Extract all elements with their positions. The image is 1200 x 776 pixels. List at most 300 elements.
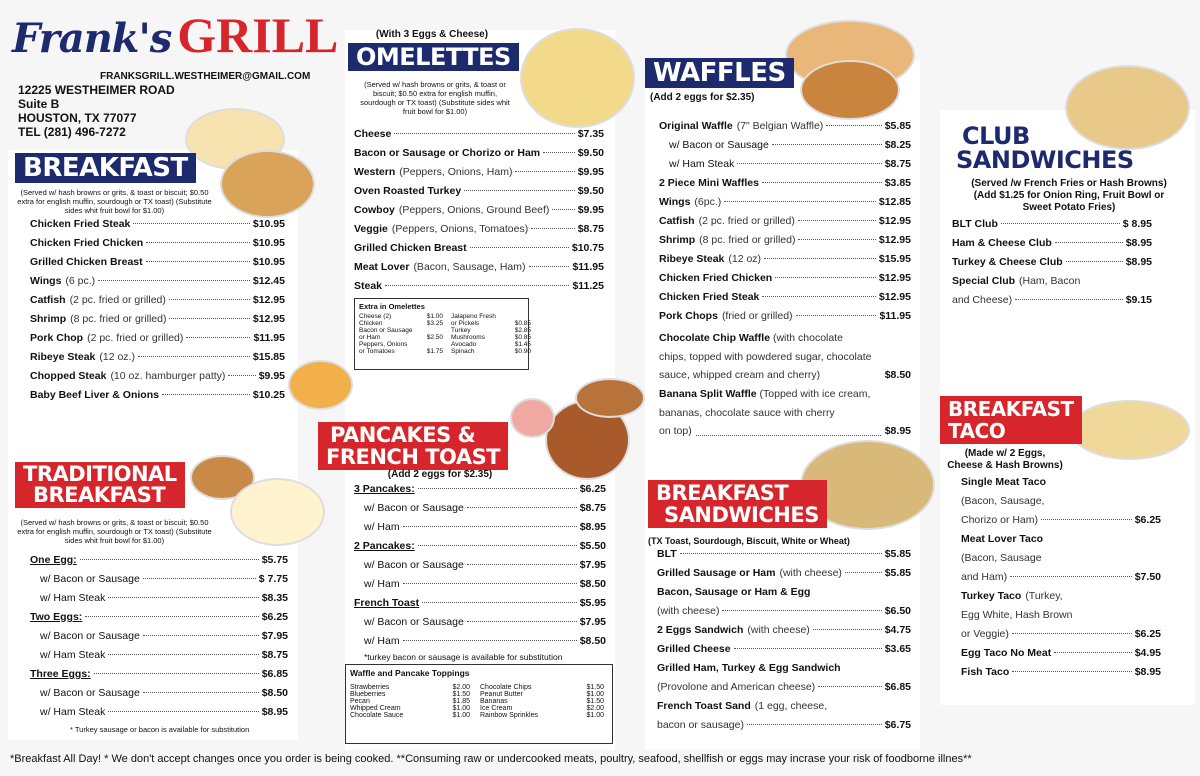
item-name: Special Club bbox=[952, 275, 1016, 287]
item-name: Catfish bbox=[659, 215, 695, 227]
item-price: $6.50 bbox=[884, 605, 911, 617]
dot-leader bbox=[737, 163, 881, 164]
item-desc: (12 oz.) bbox=[99, 351, 135, 363]
item-desc: (Peppers, Onions, Ham) bbox=[399, 166, 513, 178]
taco-title-2: TACO bbox=[948, 419, 1006, 443]
banana-desc: (Topped with ice cream, bbox=[759, 388, 871, 400]
dot-leader bbox=[385, 285, 569, 286]
item-desc: (2 pc. fried or grilled) bbox=[87, 332, 184, 344]
menu-row bbox=[657, 700, 911, 719]
item-name: Wings bbox=[30, 275, 62, 287]
dot-leader bbox=[186, 337, 250, 338]
menu-row bbox=[657, 586, 911, 605]
menu-row bbox=[30, 256, 285, 275]
item-desc: (Provolone and American cheese) bbox=[657, 681, 816, 693]
menu-row bbox=[30, 332, 285, 351]
item-price: $12.95 bbox=[252, 294, 285, 306]
menu-row bbox=[30, 313, 285, 332]
extra-name: Bananas bbox=[480, 698, 508, 705]
chocolate-chip-waffle bbox=[659, 329, 911, 385]
menu-row bbox=[961, 514, 1161, 533]
item-price: $10.95 bbox=[252, 237, 285, 249]
item-desc: (fried or grilled) bbox=[721, 310, 793, 322]
club-title-1: CLUB bbox=[962, 122, 1030, 150]
item-price: $5.75 bbox=[261, 554, 288, 566]
dot-leader bbox=[394, 133, 574, 134]
menu-row bbox=[657, 548, 911, 567]
menu-row bbox=[657, 643, 911, 662]
dot-leader bbox=[775, 277, 876, 278]
extra-name: Blueberries bbox=[350, 691, 386, 698]
item-name: Fish Taco bbox=[961, 666, 1010, 678]
menu-row bbox=[354, 166, 604, 185]
item-name: Turkey & Cheese Club bbox=[952, 256, 1063, 268]
omelette-extras-title: Extra in Omelettes bbox=[359, 302, 425, 311]
banana-desc-line: bananas, chocolate sauce with cherry bbox=[659, 406, 835, 419]
dot-leader bbox=[762, 296, 876, 297]
item-desc: (Bacon, Sausage bbox=[961, 552, 1042, 564]
menu-row bbox=[354, 242, 604, 261]
dot-leader bbox=[133, 223, 250, 224]
extra-name: Mushrooms bbox=[451, 334, 485, 341]
banana-name: Banana Split Waffle bbox=[659, 388, 757, 400]
dot-leader bbox=[826, 125, 881, 126]
bsandwich-title-2: SANDWICHES bbox=[664, 503, 819, 527]
breakfast-note: (Served w/ hash browns or grits, & toast or biscuit; $0.50 extra for english muffin, sourdough or TX toast) (Substitute sides whit fruit bowl for $1.00) bbox=[17, 188, 212, 215]
menu-row bbox=[30, 611, 288, 630]
pancakes-title-2: FRENCH TOAST bbox=[326, 445, 501, 469]
banana-split-waffle bbox=[659, 385, 911, 441]
item-price: $ 8.95 bbox=[1122, 218, 1152, 230]
dot-leader bbox=[762, 182, 882, 183]
logo-franks: Frank's bbox=[12, 15, 172, 62]
item-name: Ribeye Steak bbox=[30, 351, 96, 363]
item-price: $6.75 bbox=[884, 719, 911, 731]
item-name: Egg Taco No Meat bbox=[961, 647, 1052, 659]
item-desc: (Peppers, Onions, Ground Beef) bbox=[398, 204, 550, 216]
taco-list bbox=[961, 476, 1161, 685]
omelettes-pre-title: (With 3 Eggs & Cheese) bbox=[375, 29, 489, 40]
item-name: Ham & Cheese Club bbox=[952, 237, 1052, 249]
menu-row bbox=[659, 120, 911, 139]
item-price: $5.85 bbox=[884, 120, 911, 132]
item-name: w/ Bacon or Sausage bbox=[364, 502, 464, 514]
dot-leader bbox=[680, 553, 882, 554]
menu-row bbox=[354, 483, 606, 502]
ham-image bbox=[510, 398, 555, 438]
item-price: $3.65 bbox=[884, 643, 911, 655]
extra-price: $1.75 bbox=[426, 348, 443, 355]
item-name: Wings bbox=[659, 196, 691, 208]
item-desc: (12 oz) bbox=[728, 253, 762, 265]
eggs-bacon-image bbox=[230, 478, 325, 546]
dot-leader bbox=[108, 597, 258, 598]
item-desc: (Peppers, Onions, Tomatoes) bbox=[391, 223, 529, 235]
choc-desc-line: chips, topped with powdered sugar, chocolate bbox=[659, 350, 872, 363]
item-price: $ 7.75 bbox=[258, 573, 288, 585]
menu-row bbox=[952, 218, 1152, 237]
extra-name: Chicken bbox=[359, 320, 383, 327]
menu-row bbox=[961, 609, 1161, 628]
item-price: $10.95 bbox=[252, 218, 285, 230]
item-name: w/ Bacon or Sausage bbox=[40, 687, 140, 699]
item-name: Chicken Fried Chicken bbox=[30, 237, 144, 249]
dot-leader bbox=[143, 578, 256, 579]
item-price: $8.75 bbox=[577, 223, 604, 235]
item-name: French Toast bbox=[354, 597, 420, 609]
extra-price: $1.00 bbox=[426, 313, 443, 320]
breakfast-title: BREAKFAST bbox=[15, 153, 196, 183]
omelette-image bbox=[520, 28, 635, 128]
choc-line-3 bbox=[659, 366, 911, 385]
dot-leader bbox=[403, 583, 577, 584]
menu-row bbox=[659, 158, 911, 177]
dot-leader bbox=[403, 526, 577, 527]
item-price: $8.95 bbox=[261, 706, 288, 718]
item-name: One Egg: bbox=[30, 554, 77, 566]
extra-name: Whipped Cream bbox=[350, 705, 401, 712]
menu-row bbox=[961, 552, 1161, 571]
menu-row bbox=[30, 351, 285, 370]
extra-name: Jalapeno Fresh bbox=[451, 313, 496, 320]
menu-row bbox=[354, 616, 606, 635]
item-name: Meat Lover bbox=[354, 261, 410, 273]
menu-row bbox=[30, 668, 288, 687]
address bbox=[18, 83, 175, 139]
item-desc: (Bacon, Sausage, Ham) bbox=[413, 261, 526, 273]
item-price: $12.95 bbox=[878, 272, 911, 284]
menu-row bbox=[961, 476, 1161, 495]
item-name: 2 Eggs Sandwich bbox=[657, 624, 744, 636]
item-desc: (1 egg, cheese, bbox=[754, 700, 828, 712]
traditional-title-2: BREAKFAST bbox=[33, 483, 166, 507]
item-name: Catfish bbox=[30, 294, 66, 306]
extra-name: Peanut Butter bbox=[480, 691, 523, 698]
item-price: $12.95 bbox=[878, 291, 911, 303]
dot-leader bbox=[798, 220, 876, 221]
pancakes-footnote: *turkey bacon or sausage is available for substitution bbox=[364, 652, 563, 662]
item-name: Single Meat Taco bbox=[961, 476, 1046, 488]
item-name: Turkey Taco bbox=[961, 590, 1022, 602]
banana-price: $8.95 bbox=[884, 425, 911, 437]
item-price: $6.85 bbox=[261, 668, 288, 680]
bsandwich-sub: (TX Toast, Sourdough, Biscuit, White or Wheat) bbox=[648, 536, 850, 546]
item-price: $8.75 bbox=[579, 502, 606, 514]
dot-leader bbox=[764, 258, 876, 259]
menu-row bbox=[354, 559, 606, 578]
item-name: 3 Pancakes: bbox=[354, 483, 415, 495]
extra-price: $0.90 bbox=[514, 348, 531, 355]
item-name: BLT bbox=[657, 548, 677, 560]
item-price: $5.50 bbox=[579, 540, 606, 552]
menu-row bbox=[659, 177, 911, 196]
item-name: Ribeye Steak bbox=[659, 253, 725, 265]
dot-leader bbox=[169, 318, 249, 319]
item-name: w/ Bacon or Sausage bbox=[669, 139, 769, 151]
menu-row bbox=[354, 502, 606, 521]
traditional-title-1: TRADITIONAL bbox=[23, 462, 177, 486]
dot-leader bbox=[418, 545, 577, 546]
item-name: w/ Ham Steak bbox=[40, 592, 106, 604]
item-name: w/ Ham bbox=[364, 521, 400, 533]
banana-desc: on top) bbox=[659, 425, 692, 437]
item-price: $8.95 bbox=[579, 521, 606, 533]
item-price: $12.95 bbox=[878, 234, 911, 246]
extra-name: Chocolate Chips bbox=[480, 684, 532, 691]
omelette-extras-box bbox=[354, 298, 529, 370]
menu-row bbox=[30, 237, 285, 256]
menu-row bbox=[354, 204, 604, 223]
menu-row bbox=[952, 256, 1152, 275]
dot-leader bbox=[470, 247, 569, 248]
dot-leader bbox=[169, 299, 250, 300]
extra-price: $2.85 bbox=[514, 327, 531, 334]
item-name: Original Waffle bbox=[659, 120, 733, 132]
dot-leader bbox=[98, 280, 250, 281]
menu-row bbox=[354, 597, 606, 616]
menu-row bbox=[659, 272, 911, 291]
dot-leader bbox=[1012, 633, 1132, 634]
item-name: Shrimp bbox=[30, 313, 67, 325]
item-price: $6.25 bbox=[1134, 514, 1161, 526]
dot-leader bbox=[1066, 261, 1123, 262]
traditional-title bbox=[15, 462, 185, 508]
taco-sub-1: (Made w/ 2 Eggs, bbox=[964, 448, 1046, 459]
breakfast-list bbox=[30, 218, 285, 408]
dot-leader bbox=[143, 635, 259, 636]
choc-line-1 bbox=[659, 329, 911, 348]
toppings-title: Waffle and Pancake Toppings bbox=[350, 668, 470, 678]
menu-row bbox=[657, 605, 911, 624]
item-price: $8.75 bbox=[261, 649, 288, 661]
extra-price: $2.00 bbox=[452, 684, 470, 691]
extra-price bbox=[423, 327, 443, 334]
menu-row bbox=[657, 719, 911, 738]
menu-row bbox=[659, 291, 911, 310]
dot-leader bbox=[80, 559, 259, 560]
item-name: 2 Piece Mini Waffles bbox=[659, 177, 759, 189]
item-name: Grilled Sausage or Ham bbox=[657, 567, 776, 579]
item-price: $7.35 bbox=[577, 128, 604, 140]
waffles-sub: (Add 2 eggs for $2.35) bbox=[650, 92, 755, 103]
menu-row bbox=[30, 370, 285, 389]
menu-row bbox=[354, 147, 604, 166]
dot-leader bbox=[724, 201, 876, 202]
menu-row bbox=[961, 533, 1161, 552]
club-sub bbox=[940, 178, 1198, 214]
menu-row bbox=[354, 128, 604, 147]
taco-title-1: BREAKFAST bbox=[948, 397, 1074, 421]
club-title bbox=[948, 122, 1142, 174]
bsandwich-list bbox=[657, 548, 911, 738]
menu-row bbox=[961, 571, 1161, 590]
item-name: Veggie bbox=[354, 223, 388, 235]
extra-price: $1.00 bbox=[586, 691, 604, 698]
extra-price: $1.85 bbox=[452, 698, 470, 705]
item-desc: (with cheese) bbox=[747, 624, 810, 636]
item-desc: and Ham) bbox=[961, 571, 1008, 583]
item-desc: (Turkey, bbox=[1025, 590, 1063, 602]
dot-leader bbox=[747, 724, 882, 725]
dot-leader bbox=[1001, 223, 1120, 224]
item-price: $10.75 bbox=[571, 242, 604, 254]
menu-row bbox=[354, 223, 604, 242]
item-name: w/ Bacon or Sausage bbox=[364, 616, 464, 628]
menu-row bbox=[354, 185, 604, 204]
dot-leader bbox=[1041, 519, 1132, 520]
item-price: $12.45 bbox=[252, 275, 285, 287]
menu-row bbox=[30, 275, 285, 294]
banana-line-1 bbox=[659, 385, 911, 404]
dot-leader bbox=[108, 711, 258, 712]
pancakes-sub: (Add 2 eggs for $2.35) bbox=[387, 469, 493, 480]
traditional-note: (Served w/ hash browns or grits, & toast or biscuit; $0.50 extra for english muffin, sourdough or TX toast) (Substitute sides whit fruit bowl for $1.00) bbox=[17, 518, 212, 545]
item-name: w/ Ham Steak bbox=[669, 158, 735, 170]
taco-image bbox=[1070, 400, 1190, 460]
menu-row bbox=[659, 196, 911, 215]
dot-leader bbox=[818, 686, 882, 687]
item-price: $7.50 bbox=[1134, 571, 1161, 583]
item-price: $9.50 bbox=[577, 185, 604, 197]
menu-row bbox=[30, 294, 285, 313]
extras-left bbox=[359, 313, 443, 355]
menu-row bbox=[354, 578, 606, 597]
dot-leader bbox=[1055, 242, 1123, 243]
dot-leader bbox=[772, 144, 882, 145]
item-name: w/ Bacon or Sausage bbox=[40, 630, 140, 642]
dot-leader bbox=[146, 242, 250, 243]
dot-leader bbox=[1010, 576, 1132, 577]
item-desc: and Cheese) bbox=[952, 294, 1013, 306]
dot-leader bbox=[467, 507, 577, 508]
extra-price: $1.00 bbox=[452, 712, 470, 719]
menu-row bbox=[952, 294, 1152, 313]
dot-leader bbox=[85, 616, 258, 617]
item-desc: (7" Belgian Waffle) bbox=[736, 120, 824, 132]
item-desc: (with cheese) bbox=[779, 567, 842, 579]
extra-name: Cheese (2) bbox=[359, 313, 392, 320]
club-sub-2: (Add $1.25 for Onion Ring, Fruit Bowl or bbox=[973, 190, 1165, 201]
item-name: w/ Ham bbox=[364, 635, 400, 647]
menu-row bbox=[659, 234, 911, 253]
dot-leader bbox=[543, 152, 575, 153]
item-desc: (10 oz. hamburger patty) bbox=[110, 370, 226, 382]
item-price: $15.85 bbox=[252, 351, 285, 363]
dot-leader bbox=[845, 572, 882, 573]
extra-price: $1.00 bbox=[452, 705, 470, 712]
menu-row bbox=[30, 389, 285, 408]
dot-leader bbox=[418, 488, 577, 489]
item-desc: bacon or sausage) bbox=[657, 719, 744, 731]
item-price: $6.25 bbox=[261, 611, 288, 623]
item-name: Cheese bbox=[354, 128, 392, 140]
item-price: $6.25 bbox=[1134, 628, 1161, 640]
logo-grill: GRILL bbox=[177, 7, 339, 63]
item-desc: (Bacon, Sausage, bbox=[961, 495, 1045, 507]
dot-leader bbox=[1015, 299, 1123, 300]
menu-row bbox=[657, 567, 911, 586]
dot-leader bbox=[228, 375, 255, 376]
extra-price bbox=[423, 341, 443, 348]
french-toast-image bbox=[575, 378, 645, 418]
item-name: Chicken Fried Steak bbox=[659, 291, 760, 303]
item-name: Chopped Steak bbox=[30, 370, 107, 382]
extra-name: Bacon or Sausage bbox=[359, 327, 413, 334]
menu-row bbox=[354, 280, 604, 299]
item-name: BLT Club bbox=[952, 218, 998, 230]
item-desc: Chorizo or Ham) bbox=[961, 514, 1039, 526]
extra-price: $0.85 bbox=[514, 320, 531, 327]
club-sub-1: (Served /w French Fries or Hash Browns) bbox=[971, 178, 1167, 189]
extra-price: $1.00 bbox=[586, 712, 604, 719]
item-name: Grilled Ham, Turkey & Egg Sandwich bbox=[657, 662, 841, 674]
fried-chicken-image bbox=[800, 60, 900, 120]
choc-desc: sauce, whipped cream and cherry) bbox=[659, 369, 821, 381]
item-price: $6.25 bbox=[579, 483, 606, 495]
item-price: $5.85 bbox=[884, 548, 911, 560]
item-name: Grilled Cheese bbox=[657, 643, 731, 655]
menu-row bbox=[354, 261, 604, 280]
traditional-footnote: * Turkey sausage or bacon is available for substitution bbox=[70, 725, 250, 734]
choc-desc: (with chocolate bbox=[772, 332, 843, 344]
menu-row bbox=[961, 666, 1161, 685]
extra-name: or Pickels bbox=[451, 320, 480, 327]
item-price: $11.95 bbox=[253, 332, 285, 344]
extra-name: Ice Cream bbox=[480, 705, 513, 712]
menu-row bbox=[30, 630, 288, 649]
taco-sub bbox=[935, 448, 1075, 472]
item-name: Meat Lover Taco bbox=[961, 533, 1044, 545]
taco-sub-2: Cheese & Hash Browns) bbox=[947, 460, 1063, 471]
dot-leader bbox=[515, 171, 574, 172]
item-price: $9.15 bbox=[1125, 294, 1152, 306]
menu-row bbox=[659, 139, 911, 158]
item-price: $9.95 bbox=[577, 166, 604, 178]
item-price: $12.85 bbox=[878, 196, 911, 208]
item-price: $3.85 bbox=[884, 177, 911, 189]
taco-title bbox=[940, 396, 1082, 444]
dot-leader bbox=[813, 629, 882, 630]
item-price: $7.95 bbox=[261, 630, 288, 642]
club-list bbox=[952, 218, 1152, 313]
menu-row bbox=[30, 687, 288, 706]
extra-price: $2.00 bbox=[586, 705, 604, 712]
menu-row bbox=[30, 554, 288, 573]
menu-row bbox=[961, 495, 1161, 514]
dot-leader bbox=[722, 610, 881, 611]
email: FRANKSGRILL.WESTHEIMER@GMAIL.COM bbox=[100, 71, 311, 82]
waffles-list bbox=[659, 120, 911, 329]
menu-row bbox=[657, 624, 911, 643]
menu-row bbox=[952, 275, 1152, 294]
bsandwich-title bbox=[648, 480, 827, 528]
item-desc: or Veggie) bbox=[961, 628, 1009, 640]
item-price: $4.75 bbox=[884, 624, 911, 636]
item-name: Two Eggs: bbox=[30, 611, 83, 623]
menu-row bbox=[659, 215, 911, 234]
extra-name: Strawberries bbox=[350, 684, 390, 691]
item-name: w/ Bacon or Sausage bbox=[364, 559, 464, 571]
item-price: $9.95 bbox=[577, 204, 604, 216]
item-price: $9.50 bbox=[577, 147, 604, 159]
item-price: $10.95 bbox=[252, 256, 285, 268]
omelettes-note: (Served w/ hash browns or grits, & toast or biscuit; $0.50 extra for english muffin, sourdough or TX toast) (Substitute sides whit fruit bowl for $1.00) bbox=[360, 80, 510, 116]
dot-leader bbox=[94, 673, 259, 674]
omelettes-list bbox=[354, 128, 604, 299]
extra-name: or Ham bbox=[359, 334, 381, 341]
item-price: $8.50 bbox=[579, 578, 606, 590]
dot-leader bbox=[403, 640, 577, 641]
